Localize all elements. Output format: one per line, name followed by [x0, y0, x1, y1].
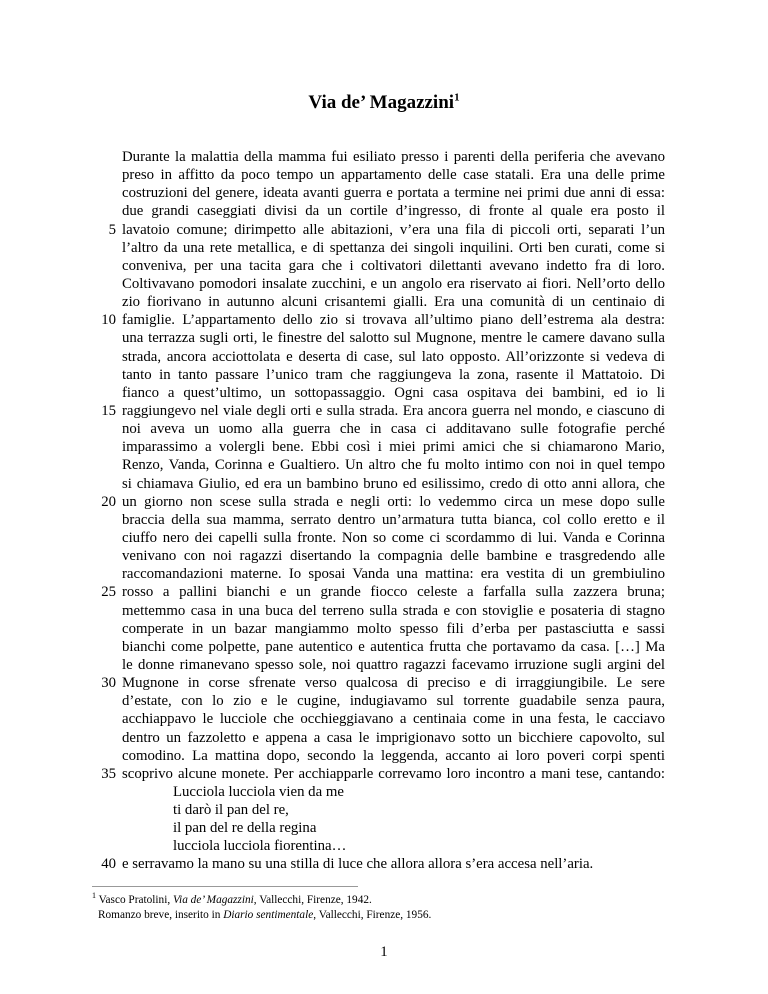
- line-number: 10: [101, 312, 116, 329]
- verse-line: ti darò il pan del re,: [173, 802, 289, 819]
- footnote: [92, 893, 692, 922]
- line-text: ciuffo nero dei capelli sulla fronte. Non so come ci scordammo di lui. Vanda e Corinna: [122, 529, 665, 546]
- text-line: [0, 475, 768, 493]
- text-line: [0, 438, 768, 456]
- line-number: 35: [101, 765, 116, 782]
- footnote-collection-title: Diario sentimentale: [223, 908, 314, 921]
- text-line: [0, 801, 768, 819]
- line-text: zio fiorivano in autunno alcuni crisantemi gialli. Era una comunità di un centinaio di: [122, 294, 665, 311]
- text-line: [0, 329, 768, 347]
- text-line: [0, 239, 768, 257]
- page-title: [0, 92, 768, 114]
- text-line: [0, 638, 768, 656]
- line-text: strada, ancora acciottolata e deserta di case, sul lato opposto. All’orizzonte si vedeva di: [122, 348, 665, 365]
- text-line: [0, 547, 768, 565]
- text-line: [0, 837, 768, 855]
- text-line: [0, 311, 768, 329]
- title-text: Via de’ Magazzini: [308, 92, 455, 113]
- text-line: [0, 456, 768, 474]
- line-text: lavatoio comune; dirimpetto alle abitazioni, v’era una fila di piccoli orti, separati l’un: [122, 221, 665, 238]
- text-line: [0, 855, 768, 873]
- verse-line: Lucciola lucciola vien da me: [173, 783, 344, 800]
- text-line: [0, 221, 768, 239]
- line-text: bianchi come polpette, pane autentico e autentica frutta che portavamo da casa. […] Ma: [122, 638, 665, 655]
- footnote-line-2: [92, 908, 692, 923]
- text-line: [0, 402, 768, 420]
- text-line: [0, 819, 768, 837]
- footnote-book-title: Via de’ Magazzini: [173, 894, 254, 906]
- line-text: rosso a pallini bianchi e un grande fiocco celeste a farfalla sulla zazzera bruna;: [122, 584, 665, 601]
- line-text: fianco a quest’ultimo, un sottopassaggio. Ogni casa ospitava dei bambini, ed io li: [122, 384, 665, 401]
- text-line: [0, 692, 768, 710]
- footnote-line-1: [92, 893, 692, 908]
- text-line: [0, 493, 768, 511]
- text-line: [0, 511, 768, 529]
- line-number: 30: [101, 675, 116, 692]
- line-text: acchiappavo le lucciole che occhieggiavano a centinaia come in una festa, le cacciavo: [122, 711, 665, 728]
- line-number: 15: [101, 402, 116, 419]
- line-text: le donne rimanevano spesso sole, noi quattro ragazzi facevamo irruzione sugli argini del: [122, 656, 665, 673]
- text-line: [0, 275, 768, 293]
- line-text: Durante la malattia della mamma fui esiliato presso i parenti della periferia che avevano: [122, 149, 665, 165]
- line-text: famiglie. L’appartamento dello zio si trovava all’ultimo piano dell’estrema ala destra:: [122, 312, 665, 329]
- line-number: 5: [108, 221, 116, 238]
- line-text: mettemmo casa in una buca del terreno sulla strada e con stoviglie e posateria di stagno: [122, 602, 665, 619]
- line-text: preso in affitto da poco tempo un appartamento delle case statali. Era una delle prime: [122, 167, 665, 184]
- text-line: [0, 366, 768, 384]
- footnote-separator: [92, 886, 358, 887]
- text-line: [0, 583, 768, 601]
- footnote-note: Romanzo breve, inserito in: [98, 908, 224, 921]
- text-line: [0, 656, 768, 674]
- text-line: [0, 783, 768, 801]
- line-text: venivano con noi ragazzi disertando la compagnia delle bambine e trasgredendo alle: [122, 548, 665, 565]
- text-line: [0, 710, 768, 728]
- line-number: 25: [101, 584, 116, 601]
- text-line: [0, 148, 768, 166]
- footnote-publisher: , Vallecchi, Firenze, 1942.: [253, 894, 372, 906]
- text-line: [0, 602, 768, 620]
- line-text: comodino. La mattina dopo, secondo la leggenda, accanto ai loro poveri corpi spenti: [122, 747, 665, 764]
- verse-line: lucciola lucciola fiorentina…: [173, 838, 347, 855]
- line-text: comperate in un bazar mangiammo molto spesso fili d’erba per pastasciutta e sassi: [122, 620, 665, 637]
- footnote-publisher-2: , Vallecchi, Firenze, 1956.: [313, 908, 432, 921]
- line-text: Renzo, Vanda, Corinna e Gualtiero. Un altro che fu molto intimo con noi in quel tempo: [122, 457, 665, 474]
- line-text: scoprivo alcune monete. Per acchiapparle correvamo loro incontro a mani tese, cantando:: [122, 765, 665, 782]
- line-text: tanto in tanto passare l’unico tram che raggiungeva la zona, rasente il Mattatoio. Di: [122, 366, 665, 383]
- line-text: Mugnone in corse sfrenate verso qualcosa di preciso e di irraggiungibile. Le sere: [122, 675, 665, 692]
- text-line: [0, 620, 768, 638]
- line-number: 20: [101, 493, 116, 510]
- text-line: [0, 184, 768, 202]
- line-text: conveniva, per una tacita gara che i coltivatori dilettanti avevano indetto fra di loro.: [122, 257, 665, 274]
- text-line: [0, 565, 768, 583]
- text-line: [0, 420, 768, 438]
- line-text: imparassimo a volergli bene. Ebbi così i miei primi amici che si chiamarono Mario,: [122, 439, 665, 456]
- line-text: noi aveva un uomo alla guerra che in casa ci additavano sulle fotografie perché: [122, 421, 665, 438]
- line-text: due grandi caseggiati divisi da un cortile d’ingresso, di fronte al quale era posto il: [122, 203, 665, 220]
- text-line: [0, 348, 768, 366]
- line-number: 40: [101, 856, 116, 873]
- line-text: costruzioni del genere, ideata avanti guerra e portata a termine nei primi due anni di essa:: [122, 185, 665, 202]
- text-line: [0, 384, 768, 402]
- text-line: [0, 202, 768, 220]
- body-text: [0, 148, 768, 874]
- line-text: una terrazza sugli orti, le finestre del salotto sul Mugnone, mentre le camere davano sulla: [122, 330, 665, 347]
- line-text: e serravamo la mano su una stilla di luce che allora allora s’era accesa nell’aria.: [122, 856, 594, 873]
- title-footnote-ref: 1: [454, 91, 460, 104]
- line-text: Coltivavano pomodori insalate zucchini, e un angolo era riservato ai fiori. Nell’orto dello: [122, 275, 665, 292]
- footnote-mark: 1: [92, 891, 96, 901]
- line-text: l’altro da una rete metallica, e di spettanza dei singoli inquilini. Orti ben curati, come si: [122, 239, 665, 256]
- text-line: [0, 529, 768, 547]
- line-text: un giorno non scese sulla strada e negli orti: lo vedemmo circa un mese dopo sulle: [122, 493, 665, 510]
- text-line: [0, 674, 768, 692]
- text-line: [0, 166, 768, 184]
- line-text: braccia della sua mamma, serrato dentro un’armatura tutta bianca, col collo eretto e il: [122, 511, 665, 528]
- line-text: dentro un fazzoletto e appena a casa le imprigionavo sotto un bicchiere capovolto, sul: [122, 729, 665, 746]
- text-line: [0, 293, 768, 311]
- text-line: [0, 747, 768, 765]
- line-text: si chiamava Giulio, ed era un bambino bruno ed esilissimo, credo di otto anni allora, che: [122, 475, 665, 492]
- line-text: raggiungevo nel viale degli orti e sulla strada. Era ancora guerra nel mondo, e ciascuno di: [122, 402, 665, 419]
- footnote-author: Vasco Pratolini,: [98, 894, 173, 906]
- text-line: [0, 765, 768, 783]
- line-text: raccomandazioni materne. Io sposai Vanda una mattina: era vestita di un grembiulino: [122, 566, 665, 583]
- verse-line: il pan del re della regina: [173, 820, 317, 837]
- line-text: d’estate, con lo zio e le cugine, indugiavamo sul torrente guadabile senza paura,: [122, 693, 665, 710]
- text-line: [0, 257, 768, 275]
- page-number: 1: [380, 944, 388, 960]
- text-line: [0, 729, 768, 747]
